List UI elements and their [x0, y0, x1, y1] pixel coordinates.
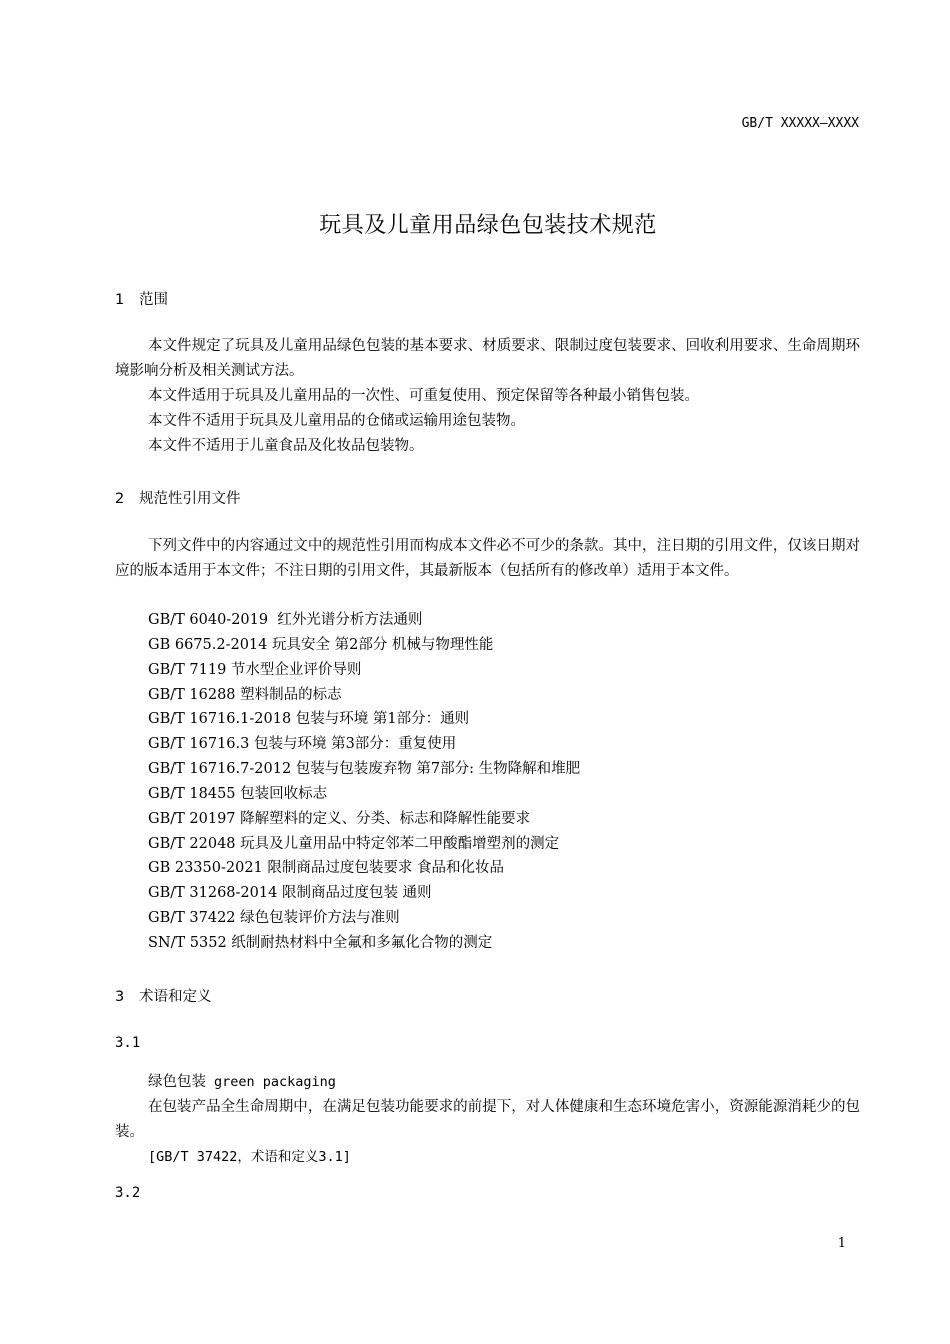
scope-paragraph-3: 本文件不适用于玩具及儿童用品的仓储或运输用途包装物。 — [148, 413, 525, 429]
section-heading-normative-refs — [115, 487, 241, 508]
normative-refs-intro: 下列文件中的内容通过文中的规范性引用而构成本文件必不可少的条款。其中，注日期的引用文件，仅该日期对应的版本适用于本文件；不注日期的引用文件，其最新版本（包括所有的修改单）适用于本文件。 — [115, 538, 860, 579]
scope-paragraph-4: 本文件不适用于儿童食品及化妆品包装物。 — [148, 438, 424, 454]
reference-item: SN/T 5352 纸制耐热材料中全氟和多氟化合物的测定 — [148, 934, 493, 951]
term-definition: 在包装产品全生命周期中，在满足包装功能要求的前提下，对人体健康和生态环境危害小，资源能源消耗少的包装。 — [115, 1099, 860, 1140]
term-entry — [148, 1070, 336, 1091]
document-title: 玩具及儿童用品绿色包装技术规范 — [319, 213, 657, 238]
reference-item: GB/T 16716.7-2012 包装与包装废弃物 第7部分: 生物降解和堆肥 — [148, 761, 581, 778]
reference-item: GB/T 16716.1-2018 包装与环境 第1部分：通则 — [148, 711, 470, 728]
reference-item: GB/T 18455 包装回收标志 — [148, 785, 328, 802]
scope-paragraph-2: 本文件适用于玩具及儿童用品的一次性、可重复使用、预定保留等各种最小销售包装。 — [148, 388, 699, 404]
section-number: 2 — [115, 491, 125, 507]
section-number: 1 — [115, 292, 125, 308]
reference-item: GB/T 16288 塑料制品的标志 — [148, 686, 342, 703]
reference-item: GB/T 37422 绿色包装评价方法与准则 — [148, 910, 400, 927]
reference-item: GB 6675.2-2014 玩具安全 第2部分 机械与物理性能 — [148, 636, 494, 653]
reference-item: GB/T 6040-2019 红外光谱分析方法通则 — [148, 612, 423, 628]
section-title: 术语和定义 — [139, 989, 212, 1005]
term-chinese: 绿色包装 — [148, 1074, 206, 1090]
reference-item: GB/T 31268-2014 限制商品过度包装 通则 — [148, 885, 432, 902]
reference-item: GB/T 7119 节水型企业评价导则 — [148, 661, 362, 678]
reference-item: GB/T 20197 降解塑料的定义、分类、标志和降解性能要求 — [148, 810, 531, 827]
section-heading-terms — [115, 985, 212, 1006]
term-source: [GB/T 37422，术语和定义3.1] — [148, 1149, 351, 1165]
page-number: 1 — [837, 1236, 846, 1251]
term-english: green packaging — [214, 1074, 336, 1090]
section-number: 3 — [115, 989, 125, 1005]
standard-number: GB/T XXXXX—XXXX — [741, 116, 859, 131]
reference-item: GB 23350-2021 限制商品过度包装要求 食品和化妆品 — [148, 860, 504, 877]
reference-list — [148, 608, 580, 956]
scope-paragraph-1: 本文件规定了玩具及儿童用品绿色包装的基本要求、材质要求、限制过度包装要求、回收利用要求、生命周期环境影响分析及相关测试方法。 — [115, 338, 860, 379]
reference-item: GB/T 16716.3 包装与环境 第3部分：重复使用 — [148, 736, 457, 753]
clause-number-3-1: 3.1 — [115, 1035, 141, 1051]
section-heading-scope — [115, 288, 168, 309]
section-title: 规范性引用文件 — [139, 491, 241, 507]
section-title: 范围 — [139, 292, 168, 308]
clause-number-3-2: 3.2 — [115, 1185, 141, 1201]
reference-item: GB/T 22048 玩具及儿童用品中特定邻苯二甲酸酯增塑剂的测定 — [148, 835, 560, 852]
